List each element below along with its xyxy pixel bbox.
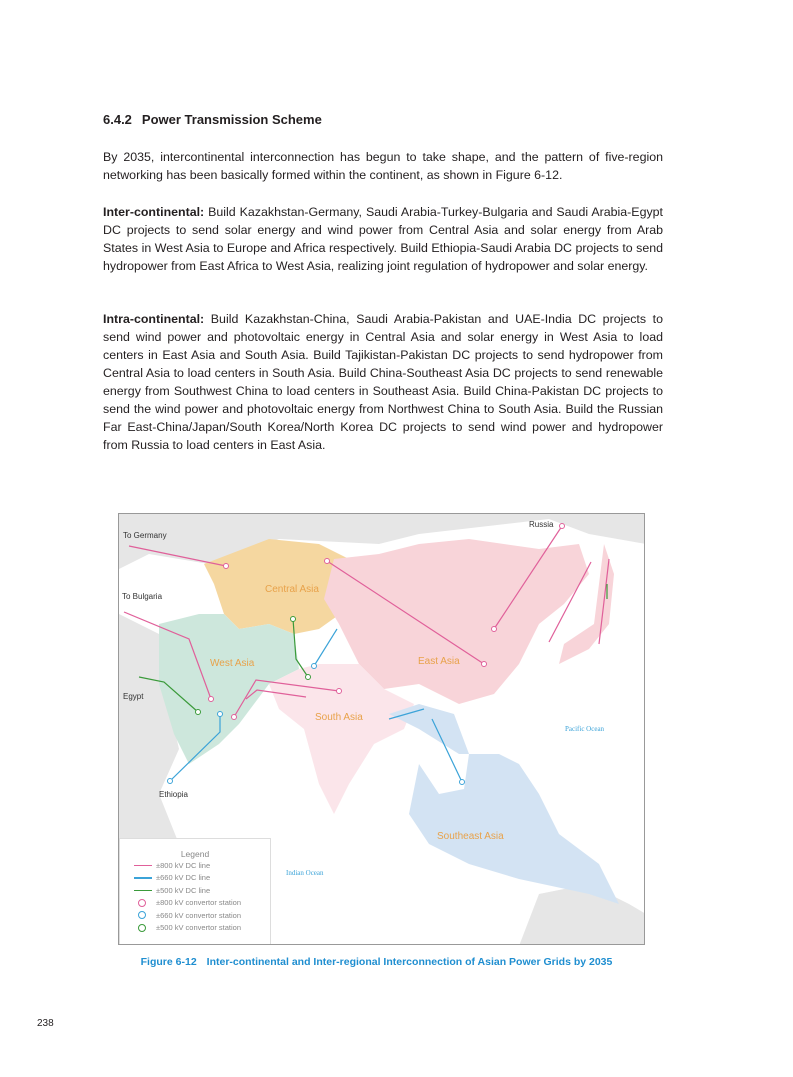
line-swatch-icon [134, 865, 152, 867]
station-660kv [312, 664, 317, 669]
label-pacific-ocean: Pacific Ocean [565, 725, 605, 733]
label-indian-ocean: Indian Ocean [286, 869, 324, 877]
legend-label: ±500 kV convertor station [156, 923, 241, 933]
line-swatch-icon [134, 890, 152, 892]
station-500kv [306, 675, 311, 680]
paragraph-body: Build Kazakhstan-Germany, Saudi Arabia-Turkey-Bulgaria and Saudi Arabia-Egypt DC projects to send solar energy and wind power from Central Asia and solar energy from Arab States in West Asia to Europe and Africa respectively. Build Ethiopia-Saudi Arabia DC projects to send hydropower from East Africa to West Asia, realizing joint regulation of hydropower and solar energy. [103, 205, 663, 273]
legend-item [120, 897, 270, 910]
asia-grid-map [118, 513, 645, 945]
station-800kv [560, 524, 565, 529]
station-500kv [291, 617, 296, 622]
map-legend [119, 838, 271, 945]
station-500kv [196, 710, 201, 715]
figure-caption-text: Inter-continental and Inter-regional Interconnection of Asian Power Grids by 2035 [206, 956, 613, 968]
figure-number: Figure 6-12 [140, 956, 197, 968]
page-number: 238 [37, 1018, 54, 1029]
legend-label: ±660 kV DC line [156, 873, 211, 883]
legend-item [120, 884, 270, 897]
station-800kv [232, 715, 237, 720]
station-800kv [224, 564, 229, 569]
paragraph-inter-continental [103, 203, 663, 275]
label-to-bulgaria: To Bulgaria [122, 592, 163, 601]
label-ethiopia: Ethiopia [159, 790, 188, 799]
legend-label: ±500 kV DC line [156, 885, 211, 895]
paragraph-intro: By 2035, intercontinental interconnection has begun to take shape, and the pattern of five-region networking has been basically formed within the continent, as shown in Figure 6-12. [103, 150, 663, 182]
line-swatch-icon [134, 877, 152, 879]
region-label-south-asia: South Asia [315, 712, 363, 723]
station-800kv [482, 662, 487, 667]
legend-item [120, 909, 270, 922]
paragraph-lead: Intra-continental: [103, 312, 205, 326]
paragraph-lead: Inter-continental: [103, 205, 205, 219]
legend-title: Legend [180, 849, 210, 859]
legend-label: ±800 kV DC line [156, 860, 211, 870]
label-egypt: Egypt [123, 692, 144, 701]
station-circle-icon [138, 911, 146, 919]
station-800kv [209, 697, 214, 702]
station-circle-icon [138, 899, 146, 907]
station-660kv [460, 780, 465, 785]
legend-label: ±800 kV convertor station [156, 898, 241, 908]
legend-item [120, 872, 270, 885]
paragraph-intra-continental [103, 310, 663, 454]
region-label-west-asia: West Asia [210, 658, 255, 669]
paragraph-body: Build Kazakhstan-China, Saudi Arabia-Pakistan and UAE-India DC projects to send wind power and photovoltaic energy in Central Asia and solar energy in West Asia to load centers in East Asia and South Asia. Build Tajikistan-Pakistan DC projects to send hydropower from Central Asia to load centers in South Asia. Build China-Southeast Asia DC projects to send renewable energy from Southwest China to load centers in Southeast Asia. Build China-Pakistan DC projects to send the wind power and photovoltaic energy from Northwest China to South Asia. Build the Russian Far East-China/Japan/South Korea/North Korea DC projects to send wind power and hydropower from Russia to load centers in East Asia. [103, 312, 663, 452]
station-660kv [168, 779, 173, 784]
legend-item [120, 922, 270, 935]
legend-label: ±660 kV convertor station [156, 910, 241, 920]
station-800kv [492, 627, 497, 632]
station-800kv [325, 559, 330, 564]
section-title: Power Transmission Scheme [141, 112, 322, 127]
legend-item [120, 859, 270, 872]
station-800kv [337, 689, 342, 694]
section-number: 6.4.2 [103, 112, 132, 127]
region-label-central-asia: Central Asia [265, 584, 319, 595]
section-heading [103, 112, 332, 127]
region-label-southeast-asia: Southeast Asia [437, 831, 504, 842]
label-to-germany: To Germany [123, 531, 167, 540]
figure-caption [118, 956, 645, 968]
region-label-east-asia: East Asia [418, 656, 460, 667]
label-russia: Russia [529, 520, 554, 529]
station-660kv [218, 712, 223, 717]
station-circle-icon [138, 924, 146, 932]
